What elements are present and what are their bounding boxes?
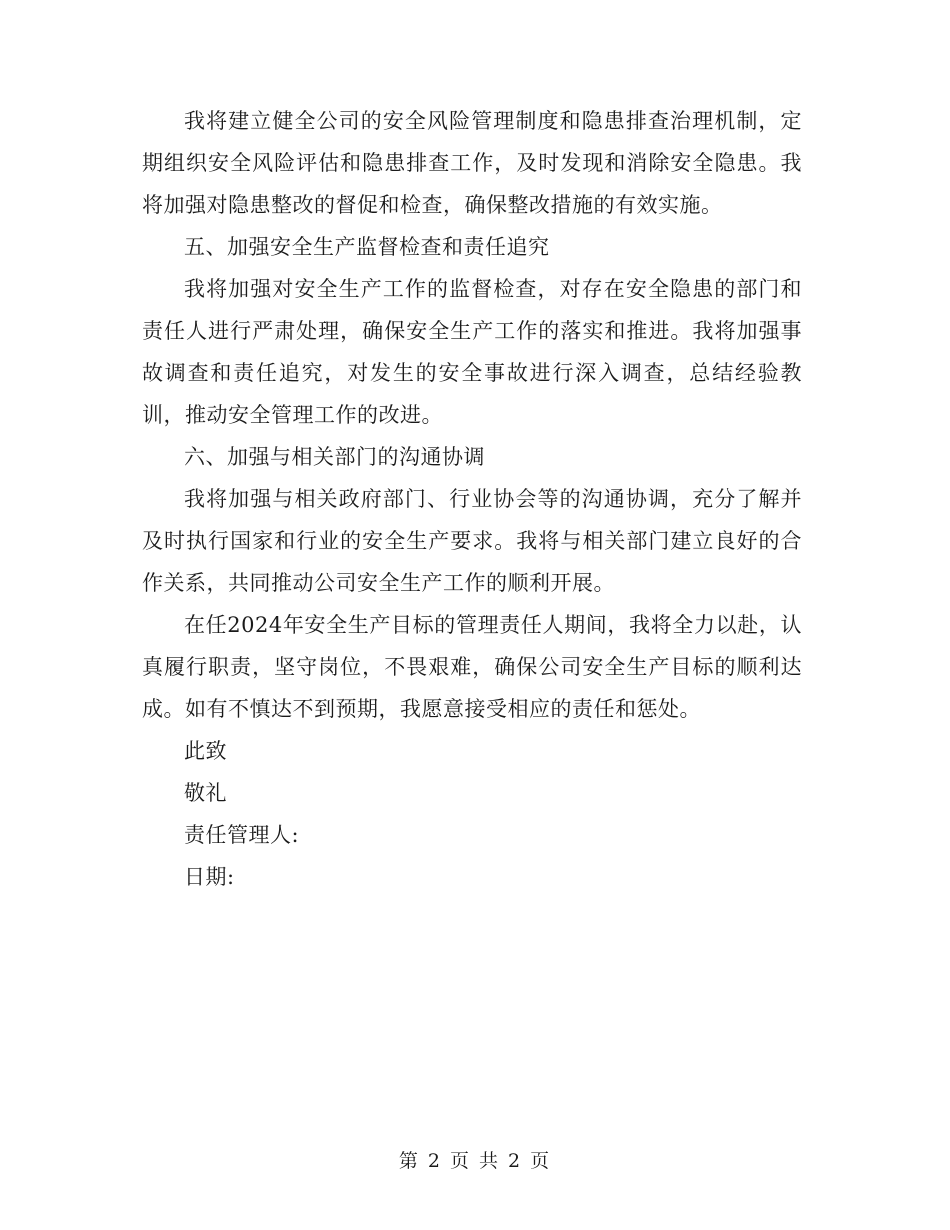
page-number-footer: 第 2 页 共 2 页 (398, 1150, 552, 1172)
paragraph-commitment: 在任2024年安全生产目标的管理责任人期间，我将全力以赴，认真履行职责，坚守岗位，不畏艰难，确保公司安全生产目标的顺利达成。如有不慎达不到预期，我愿意接受相应的责任和惩处。 (142, 613, 802, 721)
section-heading-coordination: 六、加强与相关部门的沟通协调 (184, 445, 485, 469)
document-body (142, 100, 802, 898)
closing-regards: 敬礼 (184, 781, 227, 805)
date-line: 日期: (184, 865, 235, 889)
paragraph-coordination: 我将加强与相关政府部门、行业协会等的沟通协调，充分了解并及时执行国家和行业的安全生产要求。我将与相关部门建立良好的合作关系，共同推动公司安全生产工作的顺利开展。 (142, 487, 802, 595)
paragraph-risk-management: 我将建立健全公司的安全风险管理制度和隐患排查治理机制，定期组织安全风险评估和隐患排查工作，及时发现和消除安全隐患。我将加强对隐患整改的督促和检查，确保整改措施的有效实施。 (142, 109, 802, 217)
signature-line: 责任管理人: (184, 823, 300, 847)
paragraph-supervision: 我将加强对安全生产工作的监督检查，对存在安全隐患的部门和责任人进行严肃处理，确保安全生产工作的落实和推进。我将加强事故调查和责任追究，对发生的安全事故进行深入调查，总结经验教训，推动安全管理工作的改进。 (142, 277, 802, 427)
section-heading-supervision: 五、加强安全生产监督检查和责任追究 (184, 235, 550, 259)
closing-salutation: 此致 (184, 739, 227, 763)
